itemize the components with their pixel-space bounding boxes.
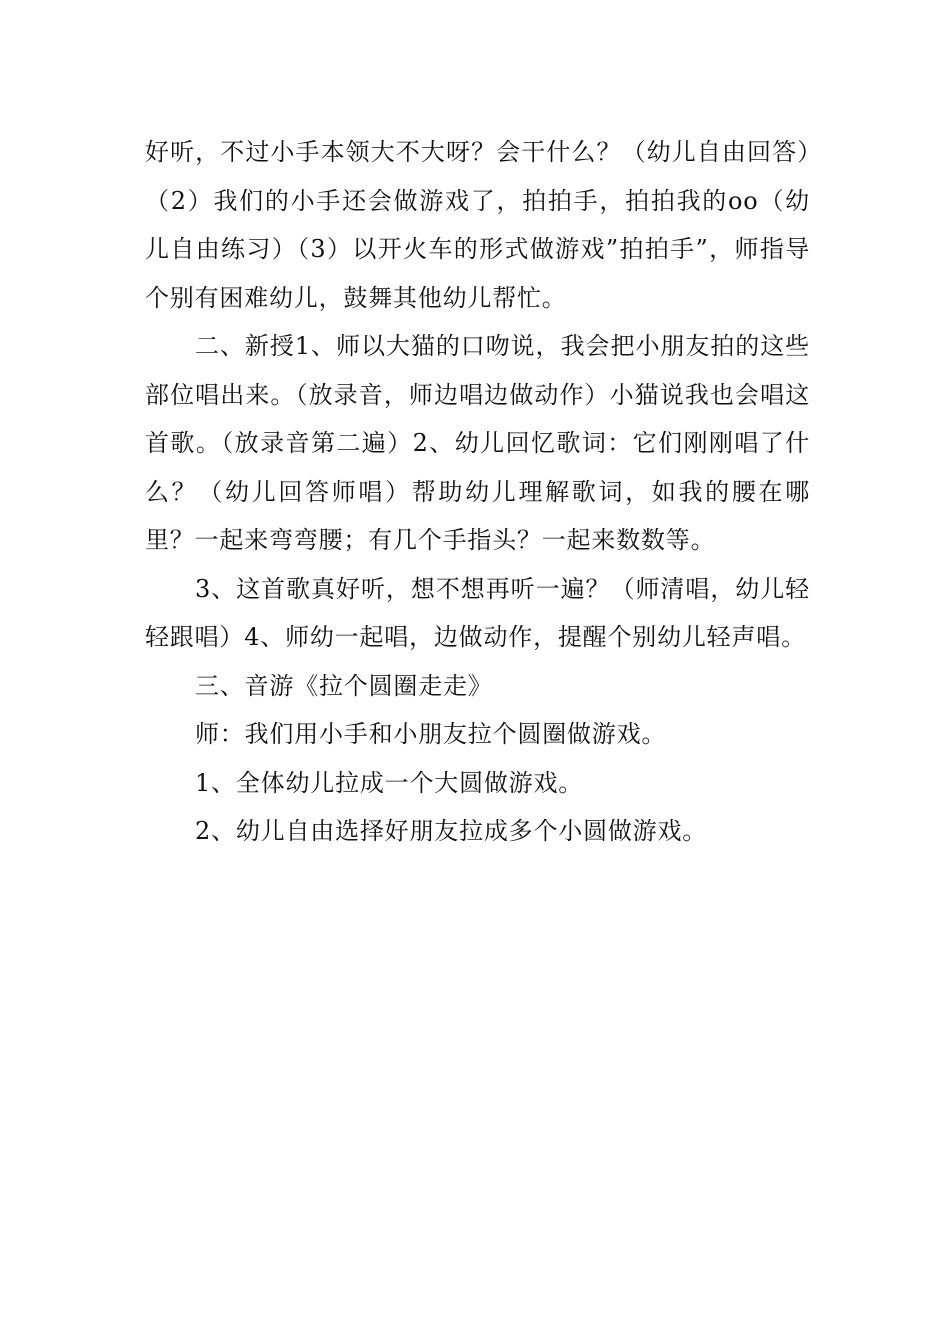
paragraph-intro-continued: 好听，不过小手本领大不大呀？会干什么？（幼儿自由回答）（2）我们的小手还会做游戏了，拍拍手，拍拍我的oo（幼儿自由练习）（3）以开火车的形式做游戏”拍拍手”，师指导个别有困难幼儿，鼓舞其他幼儿帮忙。 (145, 138, 810, 312)
paragraph-new-lesson: 二、新授1、师以大猫的口吻说，我会把小朋友拍的这些部位唱出来。（放录音，师边唱边做动作）小猫说我也会唱这首歌。（放录音第二遍）2、幼儿回忆歌词：它们刚刚唱了什么？（幼儿回答师唱）帮助幼儿理解歌词，如我的腰在哪里？一起来弯弯腰；有几个手指头？一起来数数等。 (145, 332, 810, 554)
section-heading-music-game: 三、音游《拉个圆圈走走》 (195, 671, 493, 700)
paragraph-teacher-line: 师：我们用小手和小朋友拉个圆圈做游戏。 (195, 720, 667, 748)
document-body (145, 128, 810, 856)
paragraph-sing-again: 3、这首歌真好听，想不想再听一遍？（师清唱，幼儿轻轻跟唱）4、师幼一起唱，边做动作，提醒个别幼儿轻声唱。 (145, 574, 810, 651)
list-item-big-circle: 1、全体幼儿拉成一个大圆做游戏。 (195, 768, 584, 797)
list-item-small-circles: 2、幼儿自由选择好朋友拉成多个小圆做游戏。 (195, 817, 708, 845)
